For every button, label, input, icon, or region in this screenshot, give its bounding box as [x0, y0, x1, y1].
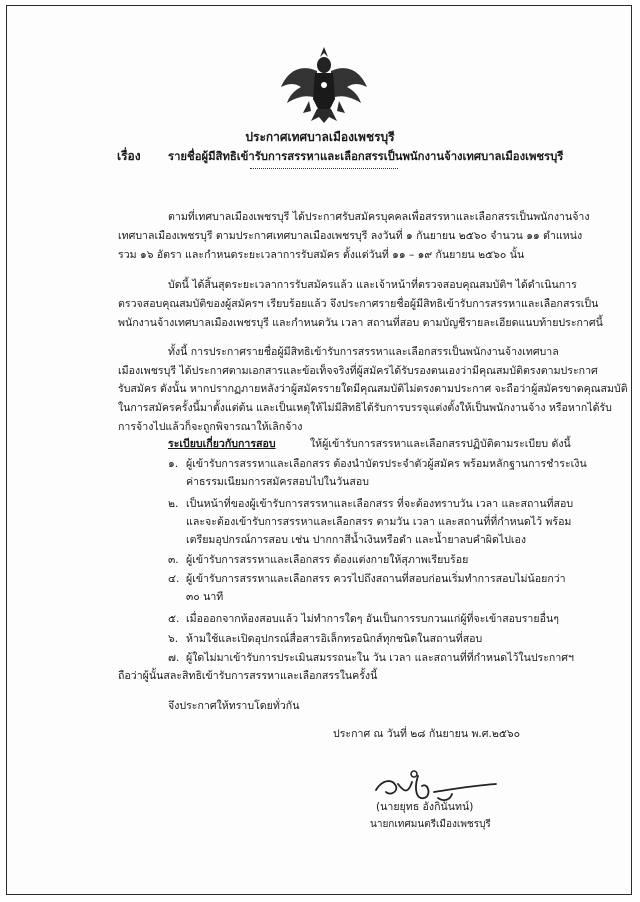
subject-text: รายชื่อผู้มีสิทธิเข้ารับการสรรหาและเลือกสรรเป็นพนักงานจ้างเทศบาลเมืองเพชรบุรี [168, 150, 564, 163]
paragraph-2-line: ตรวจสอบคุณสมบัติของผู้สมัครฯ เรียบร้อยแล้ว จึงประกาศรายชื่อผู้มีสิทธิเข้ารับการสรรหาและเลือกสรรเป็น [118, 298, 599, 310]
signer-position: นายกเทศมนตรีเมืองเพชรบุรี [370, 819, 491, 830]
paragraph-2-line: บัดนี้ ได้สิ้นสุดระยะเวลาการรับสมัครแล้ว และเจ้าหน้าที่ตรวจสอบคุณสมบัติฯ ได้ดำเนินการ [168, 279, 577, 291]
paragraph-3-line: รับสมัคร ดังนั้น หากปรากฏภายหลังว่าผู้สมัครรายใดมีคุณสมบัติไม่ตรงตามประกาศ จะถือว่าผู้สมัครขาดคุณสมบัติ [118, 383, 628, 395]
paragraph-1-line: เทศบาลเมืองเพชรบุรี ตามประกาศเทศบาลเมืองเพชรบุรี ลงวันที่ ๑ กันยายน ๒๕๖๐ จำนวน ๑๑ ตำแหน่ง [118, 230, 583, 242]
rule-line: ผู้เข้ารับการสรรหาและเลือกสรร ควรไปถึงสถานที่สอบก่อนเริ่มทำการสอบไม่น้อยกว่า [186, 573, 566, 585]
rules-heading: ระเบียบเกี่ยวกับการสอบ [168, 438, 276, 450]
rule-line: และจะต้องเข้ารับการสรรหาและเลือกสรร ตามวัน เวลา และสถานที่ที่กำหนดไว้ พร้อม [186, 516, 572, 528]
paragraph-1-line: ตามที่เทศบาลเมืองเพชรบุรี ได้ประกาศรับสมัครบุคคลเพื่อสรรหาและเลือกสรรเป็นพนักงานจ้าง [168, 211, 590, 223]
signer-name: (นายยุทธ อังกินันทน์) [376, 801, 474, 813]
rule-number: ๖. [168, 633, 179, 645]
rule-number: ๔. [168, 573, 180, 585]
rule-line: ถือว่าผู้นั้นสละสิทธิเข้ารับการสรรหาและเลือกสรรในครั้งนี้ [118, 670, 378, 682]
rules-intro: ให้ผู้เข้ารับการสรรหาและเลือกสรรปฏิบัติตามระเบียบ ดังนี้ [310, 438, 571, 450]
announcement-title: ประกาศเทศบาลเมืองเพชรบุรี [245, 130, 395, 144]
paragraph-3-line: ทั้งนี้ การประกาศรายชื่อผู้มีสิทธิเข้ารับการสรรหาและเลือกสรรเป็นพนักงานจ้างเทศบาล [168, 346, 559, 358]
rule-number: ๓. [168, 554, 179, 566]
rule-line: ผู้เข้ารับการสรรหาและเลือกสรร ต้องแต่งกายให้สุภาพเรียบร้อย [186, 554, 469, 566]
closing-statement: จึงประกาศให้ทราบโดยทั่วกัน [168, 700, 300, 712]
paragraph-2-line: พนักงานจ้างเทศบาลเมืองเพชรบุรี และกำหนดวัน เวลา สถานที่สอบ ตามบัญชีรายละเอียดแนบท้ายประกาศนี้ [118, 317, 603, 329]
announcement-date: ประกาศ ณ วันที่ ๒๘ กันยายน พ.ศ.๒๕๖๐ [333, 728, 521, 740]
paragraph-1-line: รวม ๑๖ อัตรา และกำหนดระยะเวลาการรับสมัคร ตั้งแต่วันที่ ๑๑ – ๑๙ กันยายน ๒๕๖๐ นั้น [118, 249, 525, 261]
paragraph-3-line: ในการสมัครครั้งนี้มาตั้งแต่ต้น และเป็นเหตุให้ไม่มีสิทธิได้รับการบรรจุแต่งตั้งให้เป็นพนักงานจ้าง หรือหากได้รับ [118, 402, 612, 414]
rule-number: ๕. [168, 613, 180, 625]
rule-number: ๑. [168, 458, 179, 470]
garuda-emblem-icon [279, 43, 369, 125]
rule-number: ๗. [168, 652, 180, 664]
rule-line: ค่าธรรมเนียมการสมัครสอบไปในวันสอบ [186, 476, 369, 488]
rule-line: เป็นหน้าที่ของผู้เข้ารับการสรรหาและเลือกสรร ที่จะต้องทราบวัน เวลา และสถานที่สอบ [186, 498, 574, 510]
paragraph-3-line: เมืองเพชรบุรี ได้ประกาศตามเอกสารและข้อเท็จจริงที่ผู้สมัครได้รับรองตนเองว่ามีคุณสมบัติตรงตามประกาศ [118, 365, 598, 377]
rule-number: ๒. [168, 498, 179, 510]
rule-line: เตรียมอุปกรณ์การสอบ เช่น ปากกาสีน้ำเงินหรือดำ และน้ำยาลบคำผิดไปเอง [186, 534, 527, 546]
divider [250, 168, 398, 169]
rule-line: เมื่อออกจากห้องสอบแล้ว ไม่ทำการใดๆ อันเป็นการรบกวนแก่ผู้ที่จะเข้าสอบรายอื่นๆ [186, 613, 559, 625]
subject-label: เรื่อง [117, 149, 141, 163]
paragraph-3-line: การจ้างไปแล้วก็จะถูกพิจารณาให้เลิกจ้าง [118, 421, 303, 433]
rule-line: ผู้ใดไม่มาเข้ารับการประเมินสมรรถนะใน วัน เวลา และสถานที่ที่กำหนดไว้ในประกาศฯ [186, 652, 574, 664]
rule-line: ห้ามใช้และเปิดอุปกรณ์สื่อสารอิเล็กทรอนิกส์ทุกชนิดในสถานที่สอบ [186, 633, 483, 645]
rule-line: ๓๐ นาที [186, 591, 224, 603]
rule-line: ผู้เข้ารับการสรรหาและเลือกสรร ต้องนำบัตรประจำตัวผู้สมัคร พร้อมหลักฐานการชำระเงิน [186, 458, 587, 470]
